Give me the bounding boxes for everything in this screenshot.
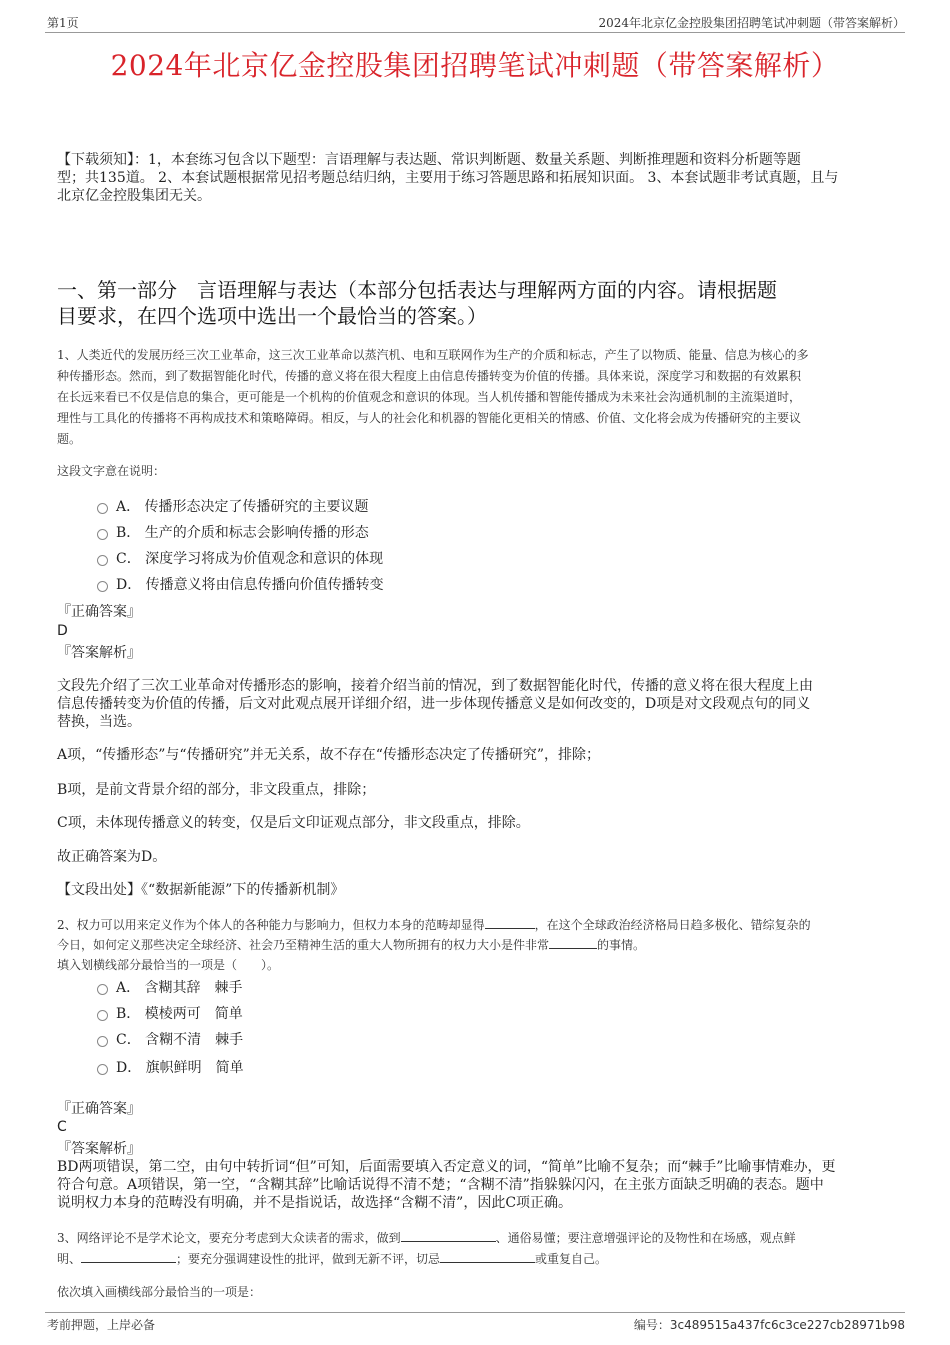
section-heading	[57, 277, 777, 329]
fill-blank	[401, 1229, 496, 1242]
q1-option-a[interactable]	[97, 496, 369, 516]
q1-analysis-label: 『答案解析』	[57, 645, 141, 661]
analysis-line: 符合句意。A项错误，第一空，“含糊其辞”比喻话说得不清不楚；“含糊不清”指躲躲闪闪，在主张方面缺乏明确的表态。题中	[57, 1177, 824, 1193]
question-3-prompt: 依次填入画横线部分最恰当的一项是：	[57, 1285, 262, 1299]
stem-text: 今日，如何定义那些决定全球经济、社会乃至精神生活的重大人物所拥有的权力大小是件非常	[57, 938, 550, 952]
radio-icon[interactable]	[97, 1036, 108, 1047]
question-1-prompt: 这段文字意在说明：	[57, 464, 166, 478]
radio-icon[interactable]	[97, 581, 108, 592]
q1-answer: D	[57, 623, 68, 639]
question-3-stem	[57, 1228, 796, 1270]
option-label: C． 含糊不清 棘手	[116, 1032, 244, 1048]
option-label: B． 生产的介质和标志会影响传播的形态	[116, 525, 369, 541]
stem-text: 的事情。	[597, 938, 646, 952]
code-label: 编号：	[633, 1318, 670, 1332]
fill-blank	[440, 1250, 535, 1263]
stem-text: 明、	[57, 1252, 82, 1266]
q2-answer: C	[57, 1119, 67, 1135]
radio-icon[interactable]	[97, 555, 108, 566]
q2-answer-label: 『正确答案』	[57, 1101, 141, 1117]
option-label: D． 传播意义将由信息传播向价值传播转变	[116, 577, 384, 593]
notice-line: 【下载须知】：1，本套练习包含以下题型：言语理解与表达题、常识判断题、数量关系题、判断推理题和资料分析题等题	[57, 152, 801, 168]
q2-option-d[interactable]	[97, 1057, 244, 1077]
radio-icon[interactable]	[97, 503, 108, 514]
option-label: A． 含糊其辞 棘手	[116, 980, 243, 996]
footer-divider	[45, 1312, 905, 1313]
stem-line: 题。	[57, 432, 82, 446]
stem-line: 种传播形态。然而，到了数据智能化时代，传播的意义将在很大程度上由信息传播转变为价值的传播。具体来说，深度学习和数据的有效累积	[57, 369, 802, 383]
fill-blank	[485, 916, 535, 929]
option-label: C． 深度学习将成为价值观念和意识的体现	[116, 551, 384, 567]
stem-text: ；要充分强调建设性的批评，做到无新不评，切忌	[176, 1252, 441, 1266]
radio-icon[interactable]	[97, 1064, 108, 1075]
stem-text: ，在这个全球政治经济格局日趋多极化、错综复杂的	[534, 918, 811, 932]
stem-line: 1、人类近代的发展历经三次工业革命，这三次工业革命以蒸汽机、电和互联网作为生产的介质和标志，产生了以物质、能量、信息为核心的多	[57, 348, 809, 362]
page-number: 第1页	[47, 16, 79, 30]
analysis-line: 文段先介绍了三次工业革命对传播形态的影响，接着介绍当前的情况，到了数据智能化时代，传播的意义将在很大程度上由	[57, 678, 813, 694]
q2-analysis	[57, 1158, 835, 1212]
q2-option-c[interactable]	[97, 1029, 243, 1049]
stem-text: 、通俗易懂；要注意增强评论的及物性和在场感，观点鲜	[495, 1231, 796, 1245]
q2-option-a[interactable]	[97, 977, 243, 997]
code-value: 3c489515a437fc6c3ce227cb28971b98	[669, 1318, 905, 1332]
analysis-line: 替换，当选。	[57, 714, 141, 730]
option-label: A． 传播形态决定了传播研究的主要议题	[116, 499, 369, 515]
download-notice	[57, 151, 838, 205]
option-label: B． 模棱两可 简单	[116, 1006, 243, 1022]
q1-option-d[interactable]	[97, 574, 384, 594]
q1-option-c[interactable]	[97, 548, 383, 568]
fill-blank	[81, 1250, 176, 1263]
q1-answer-label: 『正确答案』	[57, 604, 141, 620]
question-2-prompt: 填入划横线部分最恰当的一项是（ ）。	[57, 958, 280, 972]
question-1-stem	[57, 345, 809, 450]
notice-line: 型；共135道。 2、本套试题根据常见招考题总结归纳，主要用于练习答题思路和拓展知识面。 3、本套试题非考试真题，且与	[57, 170, 839, 186]
question-2-stem	[57, 915, 811, 975]
section-heading-line: 一、第一部分 言语理解与表达（本部分包括表达与理解两方面的内容。请根据题	[57, 278, 777, 302]
q2-analysis-label: 『答案解析』	[57, 1141, 141, 1157]
q1-analysis-a: A项，“传播形态”与“传播研究”并无关系，故不存在“传播形态决定了传播研究”，排除；	[57, 747, 601, 763]
q1-analysis	[57, 677, 813, 731]
stem-text: 3、网络评论不是学术论文，要充分考虑到大众读者的需求，做到	[57, 1231, 401, 1245]
q1-analysis-c: C项，未体现传播意义的转变，仅是后文印证观点部分，非文段重点，排除。	[57, 815, 530, 831]
notice-line: 北京亿金控股集团无关。	[57, 188, 211, 204]
stem-line: 在长远来看已不仅是信息的集合，更可能是一个机构的价值观念和意识的体现。当人机传播和智能传播成为未来社会沟通机制的主流渠道时，	[57, 390, 802, 404]
q1-source: 【文段出处】《“数据新能源”下的传播新机制》	[57, 882, 345, 898]
analysis-line: 信息传播转变为价值的传播，后文对此观点展开详细介绍，进一步体现传播意义是如何改变的，D项是对文段观点句的同义	[57, 696, 811, 712]
q1-analysis-b: B项，是前文背景介绍的部分，非文段重点，排除；	[57, 782, 376, 798]
analysis-line: BD两项错误，第二空，由句中转折词“但”可知，后面需要填入否定意义的词，“简单”比喻不复杂；而“棘手”比喻事情难办，更	[57, 1159, 836, 1175]
option-label: D． 旗帜鲜明 简单	[116, 1060, 244, 1076]
section-heading-line: 目要求，在四个选项中选出一个最恰当的答案。）	[57, 304, 487, 328]
document-title: 2024年北京亿金控股集团招聘笔试冲刺题（带答案解析）	[110, 49, 840, 82]
q2-option-b[interactable]	[97, 1003, 243, 1023]
header-doc-title: 2024年北京亿金控股集团招聘笔试冲刺题（带答案解析）	[598, 16, 905, 30]
stem-text: 2、权力可以用来定义作为个体人的各种能力与影响力，但权力本身的范畴却显得	[57, 918, 485, 932]
analysis-line: 说明权力本身的范畴没有明确，并不是指说话，故选择“含糊不清”，因此C项正确。	[57, 1195, 573, 1211]
radio-icon[interactable]	[97, 1010, 108, 1021]
q1-conclusion: 故正确答案为D。	[57, 849, 167, 865]
radio-icon[interactable]	[97, 984, 108, 995]
fill-blank	[549, 936, 597, 949]
q1-option-b[interactable]	[97, 522, 369, 542]
footer-code	[634, 1316, 905, 1333]
stem-line: 理性与工具化的传播将不再构成技术和策略障碍。相反，与人的社会化和机器的智能化更相关的情感、价值、文化将会成为传播研究的主要议	[57, 411, 802, 425]
stem-text: 或重复自己。	[535, 1252, 608, 1266]
footer-slogan: 考前押题，上岸必备	[47, 1318, 156, 1332]
header-divider	[45, 32, 905, 33]
radio-icon[interactable]	[97, 529, 108, 540]
